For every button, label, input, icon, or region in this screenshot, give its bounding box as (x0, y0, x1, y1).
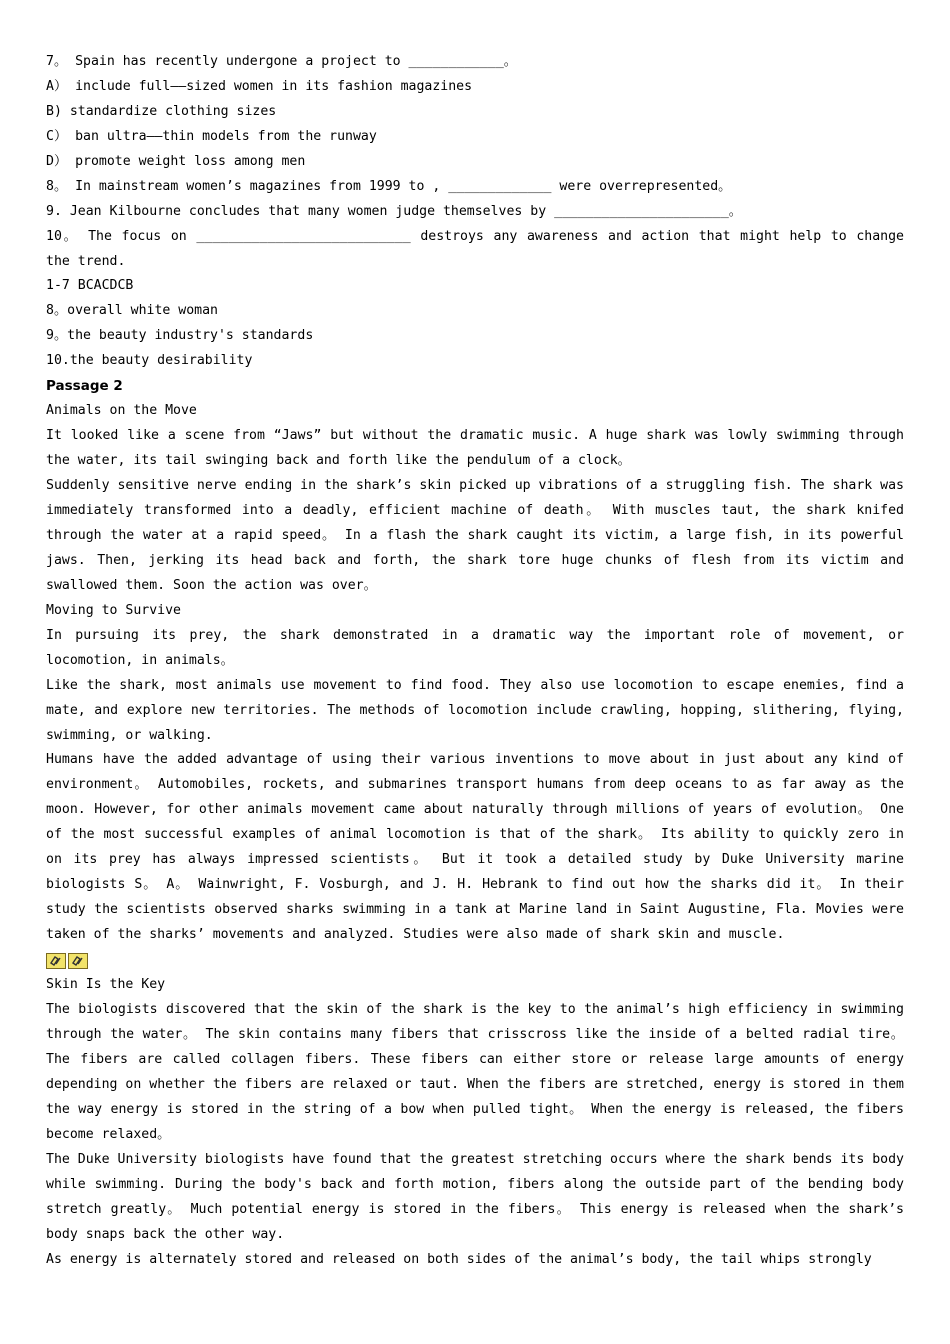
subheading-moving-to-survive: Moving to Survive (46, 602, 181, 618)
paragraph: As energy is alternately stored and released on both sides of the animal’s body, the tail whips strongly (46, 1251, 872, 1267)
option-b: B) standardize clothing sizes (46, 103, 277, 119)
paragraph: It looked like a scene from “Jaws” but without the dramatic music. A huge shark was lowly swimming through the water, its tail swinging back and forth like the pendulum of a clock。 (46, 428, 904, 469)
option-a: A） include full——sized women in its fashion magazines (46, 78, 473, 94)
answer-8: 8。overall white woman (46, 303, 218, 319)
link-icon[interactable] (46, 953, 66, 969)
paragraph: The biologists discovered that the skin of the shark is the key to the animal’s high efficiency in swimming through the water。 The skin contains many fibers that crisscross like the inside of a belted radial tire。 The fibers are called collagen fibers. These fibers can either store or release large amounts of energy depending on whether the fibers are relaxed or taut. When the fibers are stretched, energy is stored in them the way energy is stored in the string of a bow when pulled tight。 When the energy is released, the fibers become relaxed。 (46, 1001, 904, 1142)
paragraph: Like the shark, most animals use movement to find food. They also use locomotion to escape enemies, find a mate, and explore new territories. The methods of locomotion include crawling, hopping, slithering, flying, swimming, or walking. (46, 677, 904, 743)
option-c: C） ban ultra——thin models from the runway (46, 128, 377, 144)
option-d: D） promote weight loss among men (46, 153, 306, 169)
answer-key: 1-7 BCACDCB (46, 278, 134, 294)
answer-10: 10.the beauty desirability (46, 353, 253, 369)
paragraph: Suddenly sensitive nerve ending in the shark’s skin picked up vibrations of a struggling fish. The shark was immediately transformed into a deadly, efficient machine of death。 With muscles taut, the shark knifed through the water at a rapid speed。 In a flash the shark caught its victim, a large fish, in its powerful jaws. Then, jerking its head back and forth, the shark tore huge chunks of flesh from its victim and swallowed them. Soon the action was over。 (46, 478, 904, 593)
question-7: 7。 Spain has recently undergone a project to ____________。 (46, 54, 517, 69)
paragraph: The Duke University biologists have found that the greatest stretching occurs where the shark bends its body while swimming. During the body's back and forth motion, fibers along the outside part of the bending body stretch greatly。 Much potential energy is stored in the fibers。 This energy is released when the shark’s body snaps back the other way. (46, 1151, 904, 1242)
icon-row (46, 948, 904, 973)
subheading-skin-is-the-key: Skin Is the Key (46, 977, 166, 993)
question-9: 9. Jean Kilbourne concludes that many women judge themselves by ______________________。 (46, 203, 742, 219)
answer-9: 9。the beauty industry's standards (46, 328, 314, 344)
question-8: 8。 In mainstream women’s magazines from 1999 to , _____________ were overrepresented。 (46, 178, 732, 194)
question-10: 10。 The focus on ___________________________ destroys any awareness and action that might help to change the trend. (46, 228, 904, 269)
document-page (46, 50, 904, 1272)
paragraph: In pursuing its prey, the shark demonstrated in a dramatic way the important role of movement, or locomotion, in animals。 (46, 627, 904, 668)
passage-title: Animals on the Move (46, 403, 197, 419)
passage-heading: Passage 2 (46, 378, 123, 395)
link-icon[interactable] (68, 953, 88, 969)
paragraph: Humans have the added advantage of using their various inventions to move about in just about any kind of environment。 Automobiles, rockets, and submarines transport humans from deep oceans to as far away as the moon. However, for other animals movement came about naturally through millions of years of evolution。 One of the most successful examples of animal locomotion is that of the shark。 Its ability to quickly zero in on its prey has always impressed scientists。 But it took a detailed study by Duke University marine biologists S。 A。 Wainwright, F. Vosburgh, and J. H. Hebrank to find out how the sharks did it。 In their study the scientists observed sharks swimming in a tank at Marine land in Saint Augustine, Fla. Movies were taken of the sharks’ movements and analyzed. Studies were also made of shark skin and muscle. (46, 752, 904, 943)
